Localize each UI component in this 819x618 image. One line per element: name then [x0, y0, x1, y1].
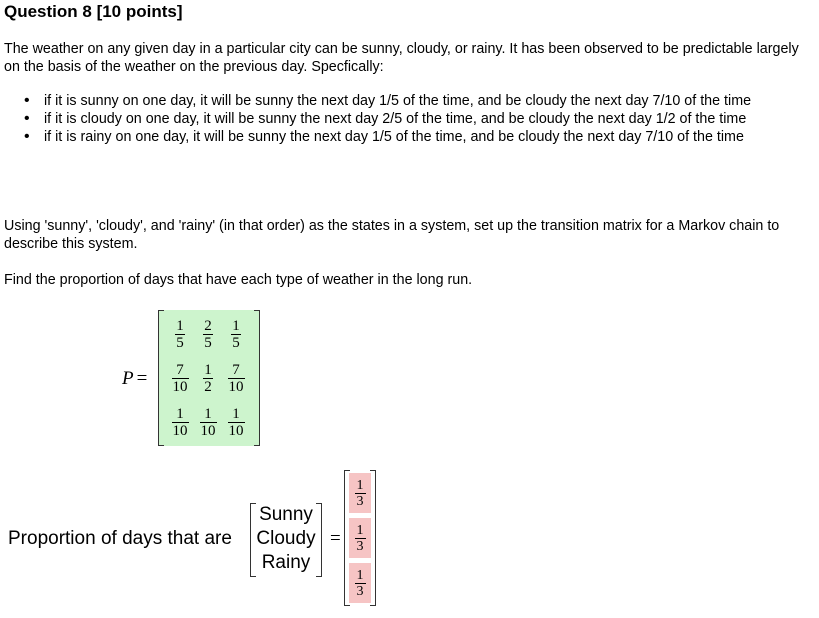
setup-paragraph: Using 'sunny', 'cloudy', and 'rainy' (in that order) as the states in a system, set up the transition matrix for a Markov chain to describe this system. — [4, 218, 780, 252]
matrix-grid — [166, 312, 250, 444]
find-paragraph: Find the proportion of days that have each type of weather in the long run. — [4, 272, 473, 288]
denominator: 10 — [200, 422, 216, 439]
rule-rainy: • if it is rainy on one day, it will be sunny the next day 1/5 of the time, and be cloudy the next day 7/10 of the time — [4, 128, 804, 146]
denominator: 3 — [356, 493, 364, 509]
denominator: 10 — [228, 422, 244, 439]
state-cloudy: Cloudy — [256, 528, 316, 549]
numerator: 1 — [356, 522, 364, 538]
bracket-corner — [370, 470, 375, 471]
state-vector — [250, 503, 322, 577]
denominator: 3 — [356, 538, 364, 554]
matrix-cell — [194, 400, 222, 444]
numerator: 2 — [204, 317, 212, 334]
matrix-label — [122, 368, 147, 390]
bracket-corner — [345, 605, 350, 606]
bracket-corner — [159, 445, 164, 446]
matrix-cell — [194, 312, 222, 356]
transition-matrix-input[interactable] — [158, 310, 260, 446]
answer-sunny[interactable] — [349, 473, 371, 513]
numerator: 1 — [356, 477, 364, 493]
denominator: 10 — [172, 422, 188, 439]
numerator: 1 — [176, 405, 184, 422]
bracket-corner — [345, 470, 350, 471]
denominator: 10 — [172, 378, 188, 395]
denominator: 2 — [204, 378, 212, 395]
question-title: Question 8 [10 points] — [4, 2, 183, 21]
bracket-corner — [254, 445, 259, 446]
matrix-cell — [194, 356, 222, 400]
bracket-corner — [370, 605, 375, 606]
numerator: 1 — [176, 317, 184, 334]
numerator: 1 — [232, 317, 240, 334]
matrix-cell — [166, 312, 194, 356]
state-rainy: Rainy — [261, 552, 311, 573]
denominator: 5 — [232, 334, 240, 351]
numerator: 1 — [204, 405, 212, 422]
answer-cloudy[interactable] — [349, 518, 371, 558]
numerator: 7 — [232, 361, 240, 378]
matrix-cell — [222, 356, 250, 400]
rule-sunny: • if it is sunny on one day, it will be sunny the next day 1/5 of the time, and be cloudy the next day 7/10 of the time — [4, 92, 804, 110]
bracket-corner — [251, 576, 256, 577]
matrix-cell — [222, 312, 250, 356]
denominator: 5 — [204, 334, 212, 351]
proportion-equals: = — [330, 528, 341, 549]
answer-rainy[interactable] — [349, 563, 371, 603]
numerator: 7 — [176, 361, 184, 378]
state-sunny: Sunny — [259, 504, 313, 525]
numerator: 1 — [204, 361, 212, 378]
bracket-corner — [159, 310, 164, 311]
bracket-corner — [316, 576, 321, 577]
rule-cloudy: • if it is cloudy on one day, it will be sunny the next day 2/5 of the time, and be cloudy the next day 1/2 of the time — [4, 110, 804, 128]
numerator: 1 — [356, 567, 364, 583]
matrix-cell — [166, 400, 194, 444]
matrix-cell — [166, 356, 194, 400]
denominator: 3 — [356, 583, 364, 599]
matrix-symbol: P — [122, 368, 134, 389]
answer-vector-input[interactable] — [344, 470, 376, 606]
rule-list — [4, 92, 804, 146]
numerator: 1 — [232, 405, 240, 422]
proportion-label: Proportion of days that are — [8, 528, 232, 549]
intro-paragraph: The weather on any given day in a particular city can be sunny, cloudy, or rainy. It has been observed to be predictable largely on the basis of the weather on the previous day. Specfically: — [4, 41, 799, 75]
matrix-cell — [222, 400, 250, 444]
matrix-equals: = — [136, 368, 148, 389]
denominator: 10 — [228, 378, 244, 395]
denominator: 5 — [176, 334, 184, 351]
bracket-corner — [254, 310, 259, 311]
